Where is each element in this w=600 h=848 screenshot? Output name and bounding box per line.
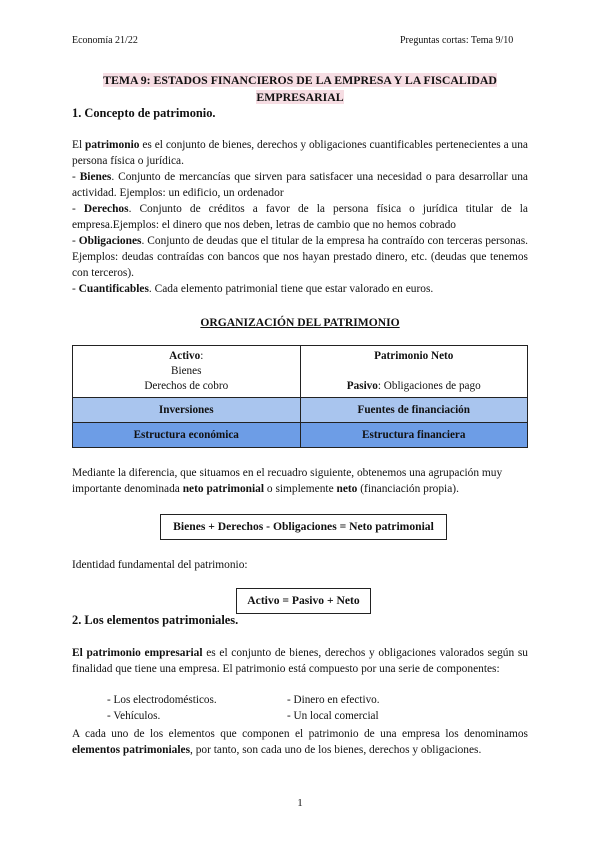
mediante-pre: Mediante la diferencia, que situamos en el recuadro siguiente, obtenemos una agrupación muy importante denominada xyxy=(72,467,503,495)
pasivo-text: : Obligaciones de pago xyxy=(377,380,481,392)
text-obligaciones: . Conjunto de deudas que el titular de la empresa ha contraído con terceras personas. Ejemplos: deudas contraídas con bancos que nos hayan prestado dinero, etc. (deudas que tenemos con terceros). xyxy=(72,235,528,279)
dash: - xyxy=(72,235,79,247)
mediante-post: (financiación propia). xyxy=(357,483,459,495)
activo-derechos: Derechos de cobro xyxy=(144,380,229,392)
section2-heading: 2. Los elementos patrimoniales. xyxy=(72,613,239,627)
list-item: - Vehículos. xyxy=(107,710,161,722)
neto-patrimonial-term: neto patrimonial xyxy=(182,483,265,495)
dash: - xyxy=(72,283,79,295)
term-obligaciones: Obligaciones xyxy=(78,235,142,247)
document-title xyxy=(72,72,528,106)
text-cuantificables: . Cada elemento patrimonial tiene que estar valorado en euros. xyxy=(148,283,434,295)
patrimonio-empresarial-term: El patrimonio empresarial xyxy=(72,647,203,659)
formula-activo-box: Activo = Pasivo + Neto xyxy=(236,588,371,614)
item-derechos xyxy=(72,203,528,231)
def-post: es el conjunto de bienes, derechos y obligaciones cuantificables pertenecientes a una persona física o jurídica. xyxy=(72,139,528,167)
activo-cell xyxy=(73,346,301,398)
patrimonio-empresarial-text: es el conjunto de bienes, derechos y obligaciones valorados según su finalidad que tiene una empresa. El patrimonio está compuesto por una serie de componentes: xyxy=(72,647,529,675)
section1-heading: 1. Concepto de patrimonio. xyxy=(72,106,216,120)
text-derechos: . Conjunto de créditos a favor de la persona física o jurídica titular de la empresa.Ejemplos: el dinero que nos deben, letras de cambio que no hemos cobrado xyxy=(72,203,528,231)
neto-term: neto xyxy=(336,483,358,495)
activo-label: Activo xyxy=(169,350,201,362)
def-pre: El xyxy=(72,139,86,151)
pn-label: Patrimonio Neto xyxy=(374,350,454,362)
term-bienes: Bienes xyxy=(79,171,112,183)
identidad-text: Identidad fundamental del patrimonio: xyxy=(72,559,248,571)
term-derechos: Derechos xyxy=(83,203,129,215)
header-right: Preguntas cortas: Tema 9/10 xyxy=(400,35,514,46)
formula-neto-box: Bienes + Derechos - Obligaciones = Neto patrimonial xyxy=(160,514,447,540)
final-post: , por tanto, son cada uno de los bienes, derechos y obligaciones. xyxy=(190,744,482,756)
def-term: patrimonio xyxy=(85,139,140,151)
mediante-mid: o simplemente xyxy=(264,483,337,495)
list-item: - Los electrodomésticos. xyxy=(107,694,217,706)
org-title: ORGANIZACIÓN DEL PATRIMONIO xyxy=(200,316,400,329)
pn-cell xyxy=(300,346,528,398)
estructura-financiera-cell: Estructura financiera xyxy=(300,423,528,448)
page-number: 1 xyxy=(297,797,303,809)
dash: - xyxy=(72,171,80,183)
title-line-2: EMPRESARIAL xyxy=(256,90,344,104)
title-line-1: TEMA 9: ESTADOS FINANCIEROS DE LA EMPRESA Y LA FISCALIDAD xyxy=(103,73,497,87)
patrimonio-definition xyxy=(72,137,528,297)
activo-colon: : xyxy=(200,350,204,362)
elementos-patrimoniales-paragraph xyxy=(72,726,528,758)
patrimonio-empresarial-paragraph xyxy=(72,645,528,677)
term-cuantificables: Cuantificables xyxy=(78,283,149,295)
mediante-paragraph xyxy=(72,465,528,497)
item-bienes xyxy=(72,171,528,199)
inversiones-cell: Inversiones xyxy=(73,398,301,423)
fuentes-cell: Fuentes de financiación xyxy=(300,398,528,423)
header-left: Economía 21/22 xyxy=(72,35,138,46)
item-obligaciones xyxy=(72,235,528,279)
elementos-patrimoniales-term: elementos patrimoniales xyxy=(72,744,190,756)
pasivo-label: Pasivo xyxy=(346,380,378,392)
dash: - xyxy=(72,203,84,215)
text-bienes: . Conjunto de mercancías que sirven para satisfacer una necesidad o para desarrollar una actividad. Ejemplos: un edificio, un ordenador xyxy=(72,171,528,199)
activo-bienes: Bienes xyxy=(171,365,202,377)
org-table xyxy=(72,345,528,448)
estructura-economica-cell: Estructura económica xyxy=(73,423,301,448)
item-cuantificables xyxy=(72,283,433,295)
final-pre: A cada uno de los elementos que componen el patrimonio de una empresa los denominamos xyxy=(72,728,528,740)
list-item: - Dinero en efectivo. xyxy=(287,694,380,706)
list-item: - Un local comercial xyxy=(287,710,379,722)
